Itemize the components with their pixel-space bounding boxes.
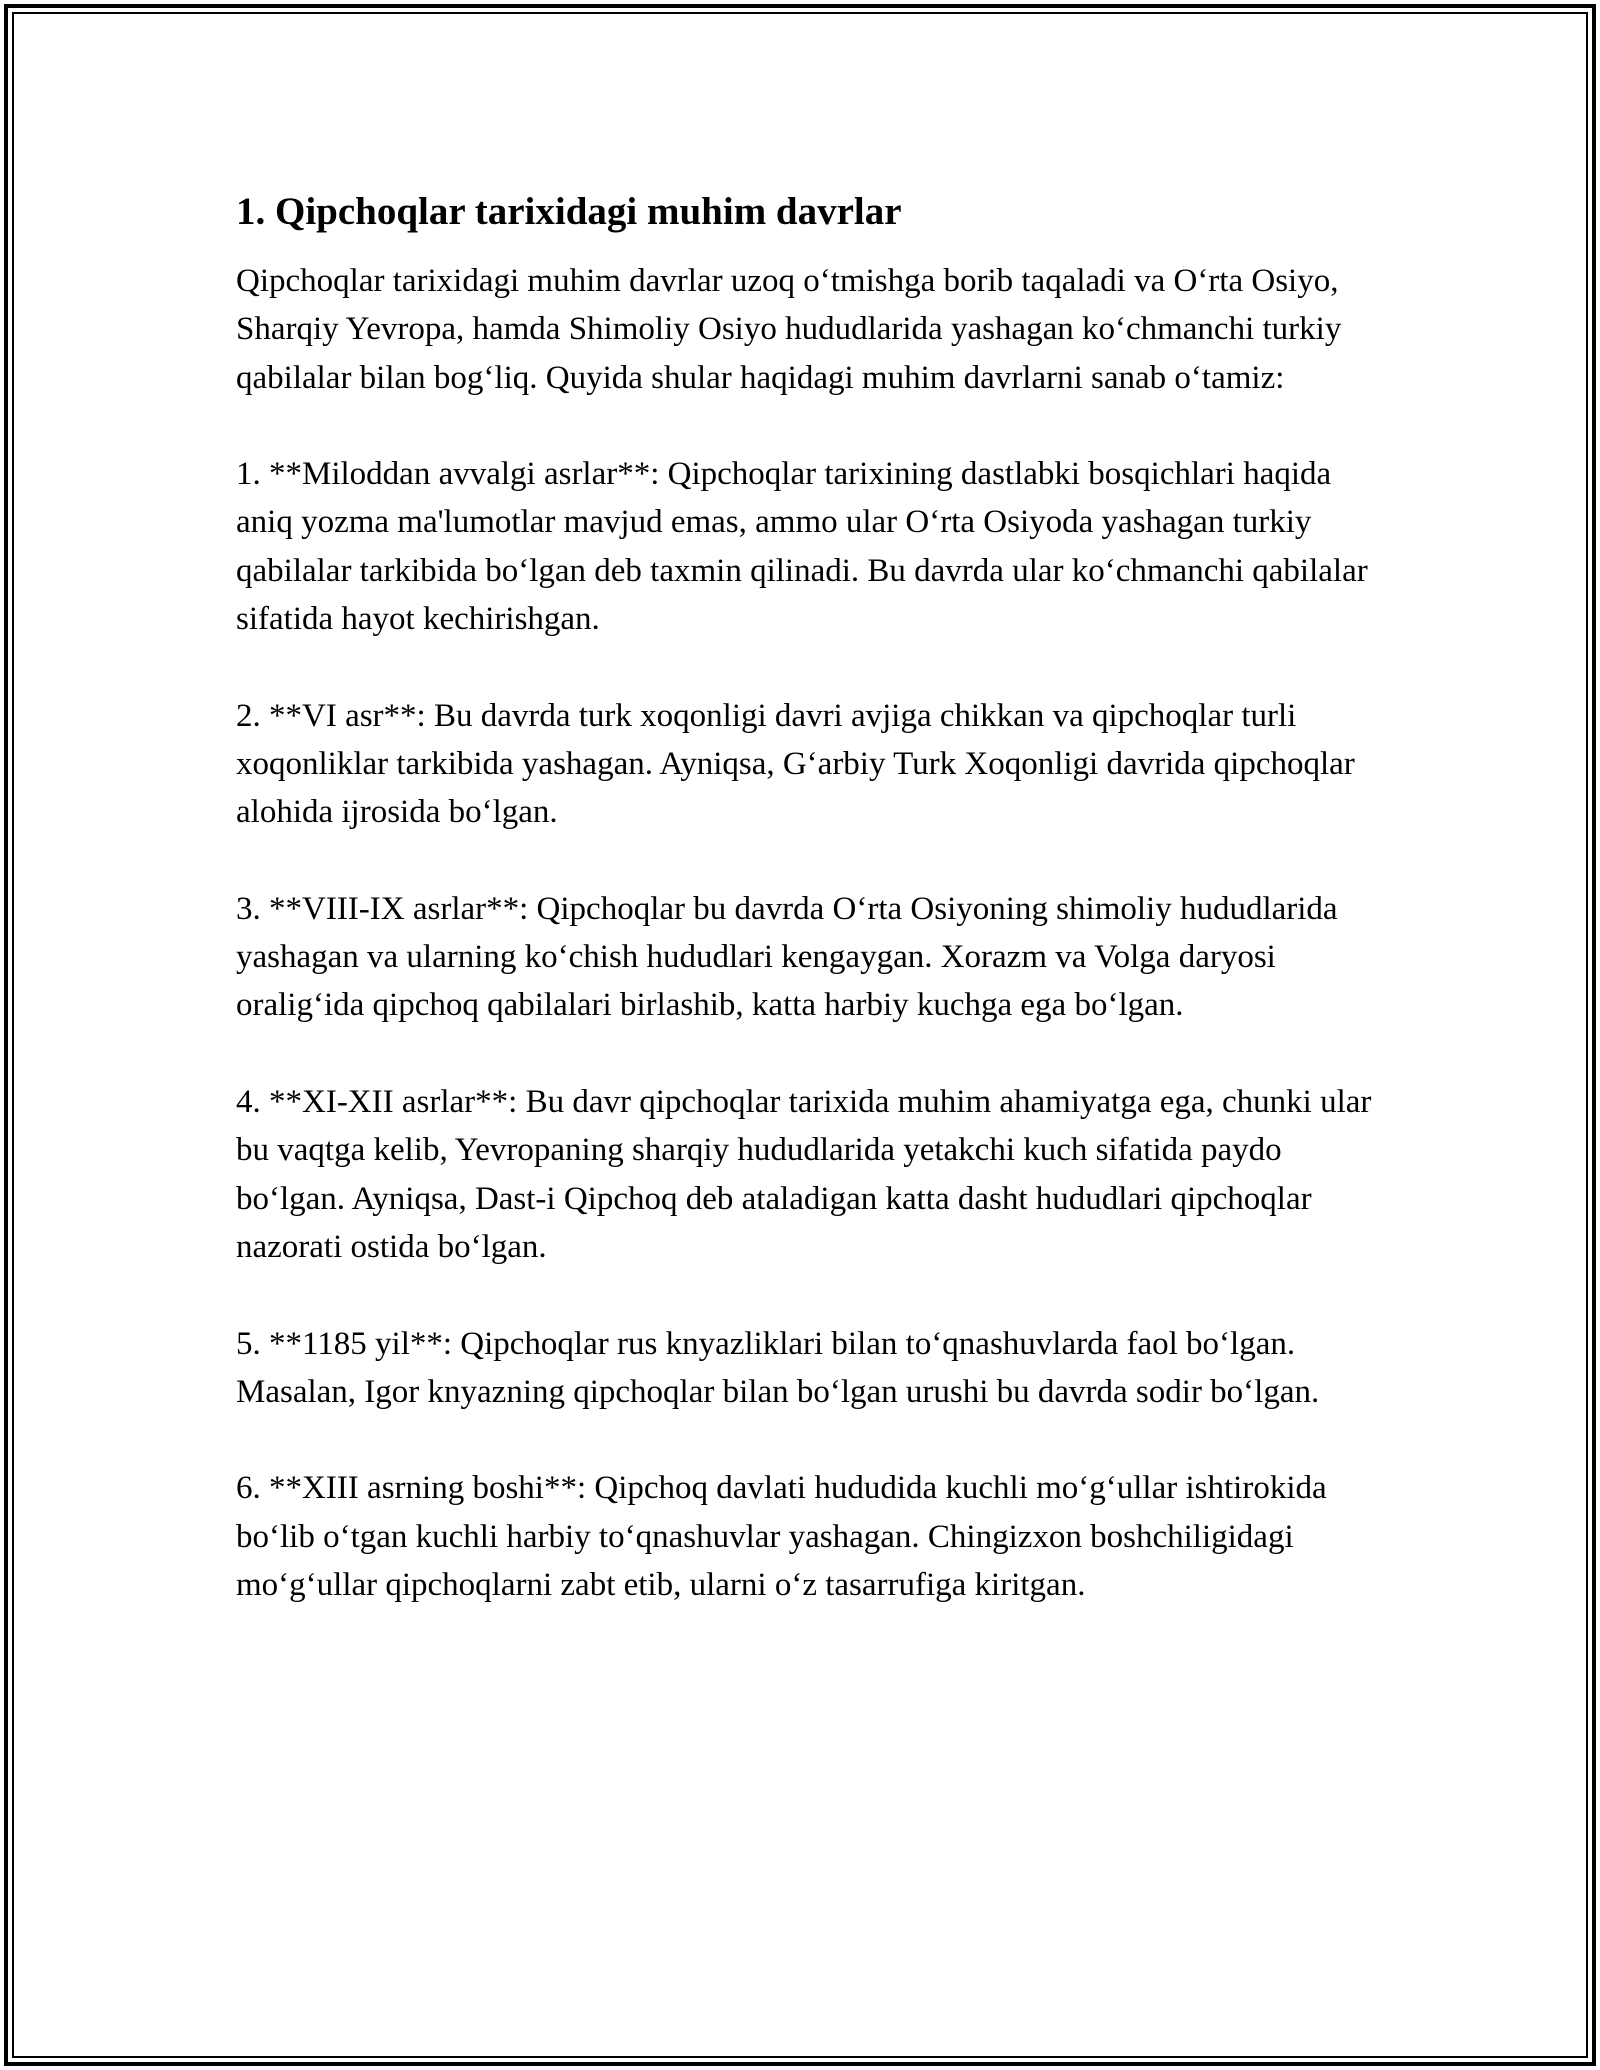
list-item: 1. **Miloddan avvalgi asrlar**: Qipchoqlar tarixining dastlabki bosqichlari haqida aniq yozma ma'lumotlar mavjud emas, ammo ular O‘rta Osiyoda yashagan turkiy qabilalar tarkibida bo‘lgan deb taxmin qilinadi. Bu davrda ular ko‘chmanchi qabilalar sifatida hayot kechirishgan.	[236, 456, 1368, 638]
list-item: 6. **XIII asrning boshi**: Qipchoq davlati hududida kuchli mo‘g‘ullar ishtirokida bo‘lib o‘tgan kuchli harbiy to‘qnashuvlar yashagan. Chingizxon boshchiligidagi mo‘g‘ullar qipchoqlarni zabt etib, ularni o‘z tasarrufiga kiritgan.	[236, 1470, 1327, 1604]
intro-paragraph: Qipchoqlar tarixidagi muhim davrlar uzoq o‘tmishga borib taqaladi va O‘rta Osiyo, Sharqiy Yevropa, hamda Shimoliy Osiyo hududlarida yashagan ko‘chmanchi turkiy qabilalar bilan bog‘liq. Quyida shular haqidagi muhim davrlarni sanab o‘tamiz:	[236, 263, 1342, 396]
list-item: 5. **1185 yil**: Qipchoqlar rus knyazliklari bilan to‘qnashuvlarda faol bo‘lgan. Masalan, Igor knyazning qipchoqlar bilan bo‘lgan urushi bu davrda sodir bo‘lgan.	[236, 1325, 1320, 1410]
list-item: 4. **XI-XII asrlar**: Bu davr qipchoqlar tarixida muhim ahamiyatga ega, chunki ular bu vaqtga kelib, Yevropaning sharqiy hududlarida yetakchi kuch sifatida paydo bo‘lgan. Ayniqsa, Dast-i Qipchoq deb ataladigan katta dasht hududlari qipchoqlar nazorati ostida bo‘lgan.	[236, 1084, 1372, 1265]
document-title: 1. Qipchoqlar tarixidagi muhim davrlar	[236, 190, 902, 233]
document-body	[236, 185, 1376, 1658]
list-item: 2. **VI asr**: Bu davrda turk xoqonligi davri avjiga chikkan va qipchoqlar turli xoqonliklar tarkibida yashagan. Ayniqsa, G‘arbiy Turk Xoqonligi davrida qipchoqlar alohida ijrosida bo‘lgan.	[236, 697, 1355, 831]
list-item: 3. **VIII-IX asrlar**: Qipchoqlar bu davrda O‘rta Osiyoning shimoliy hududlarida yashagan va ularning ko‘chish hududlari kengaygan. Xorazm va Volga daryosi oralig‘ida qipchoq qabilalari birlashib, katta harbiy kuchga ega bo‘lgan.	[236, 890, 1338, 1024]
